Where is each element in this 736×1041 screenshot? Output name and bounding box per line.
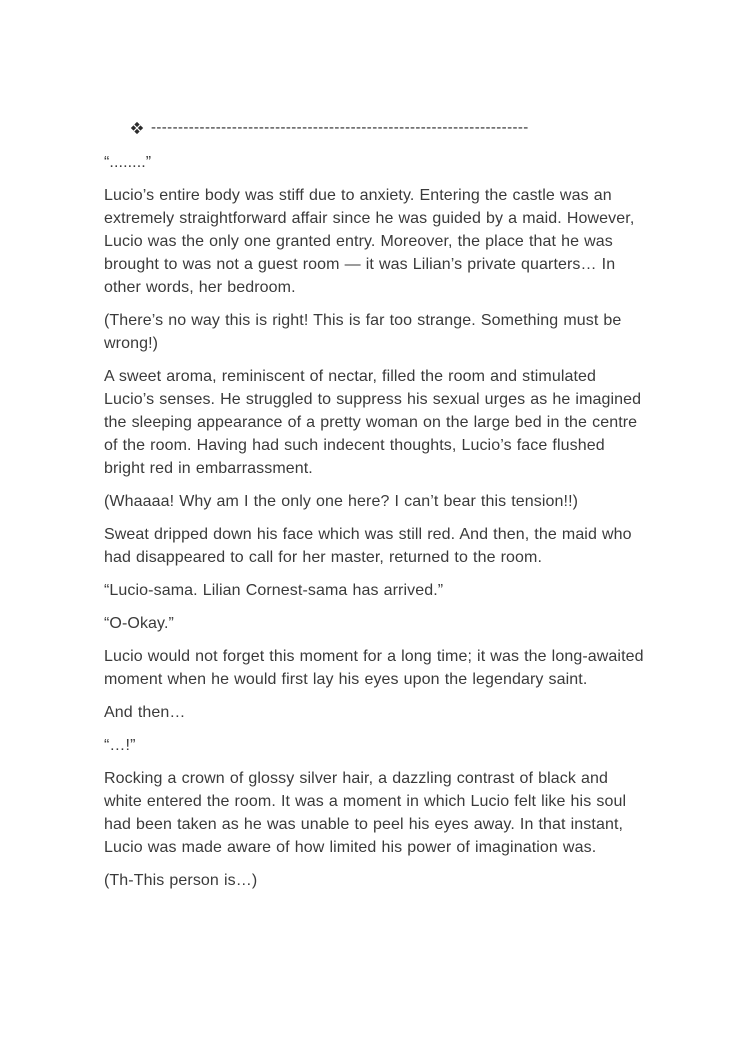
divider-dashes: ---------------------------------------------------------------------- — [151, 119, 529, 136]
paragraph: (Whaaaa! Why am I the only one here? I can’t bear this tension!!) — [104, 493, 579, 510]
section-divider — [130, 118, 644, 138]
paragraph: “…!” — [104, 737, 136, 754]
paragraph: Rocking a crown of glossy silver hair, a dazzling contrast of black and white entered the room. It was a moment in which Lucio felt like his soul had been taken as he was unable to peel his eyes away. In that instant, Lucio was made aware of how limited his power of imagination was. — [104, 770, 627, 856]
text-column — [104, 151, 644, 892]
paragraph: Lucio’s entire body was stiff due to anxiety. Entering the castle was an extremely straightforward affair since he was guided by a maid. However, Lucio was the only one granted entry. Moreover, the place that he was brought to was not a guest room — it was Lilian’s private quarters… In other words, her bedroom. — [104, 187, 635, 296]
four-diamonds-icon — [130, 121, 144, 135]
paragraph: And then… — [104, 704, 186, 721]
paragraph: “........” — [104, 154, 152, 171]
paragraph: (Th-This person is…) — [104, 872, 258, 889]
paragraph: “Lucio-sama. Lilian Cornest-sama has arrived.” — [104, 582, 444, 599]
paragraph: “O-Okay.” — [104, 615, 174, 632]
paragraph: Sweat dripped down his face which was still red. And then, the maid who had disappeared to call for her master, returned to the room. — [104, 526, 632, 566]
paragraph: (There’s no way this is right! This is far too strange. Something must be wrong!) — [104, 312, 622, 352]
paragraph: Lucio would not forget this moment for a long time; it was the long-awaited moment when he would first lay his eyes upon the legendary saint. — [104, 648, 644, 688]
page-content — [104, 118, 644, 902]
paragraph: A sweet aroma, reminiscent of nectar, filled the room and stimulated Lucio’s senses. He struggled to suppress his sexual urges as he imagined the sleeping appearance of a pretty woman on the large bed in the centre of the room. Having had such indecent thoughts, Lucio’s face flushed bright red in embarrassment. — [104, 368, 642, 477]
